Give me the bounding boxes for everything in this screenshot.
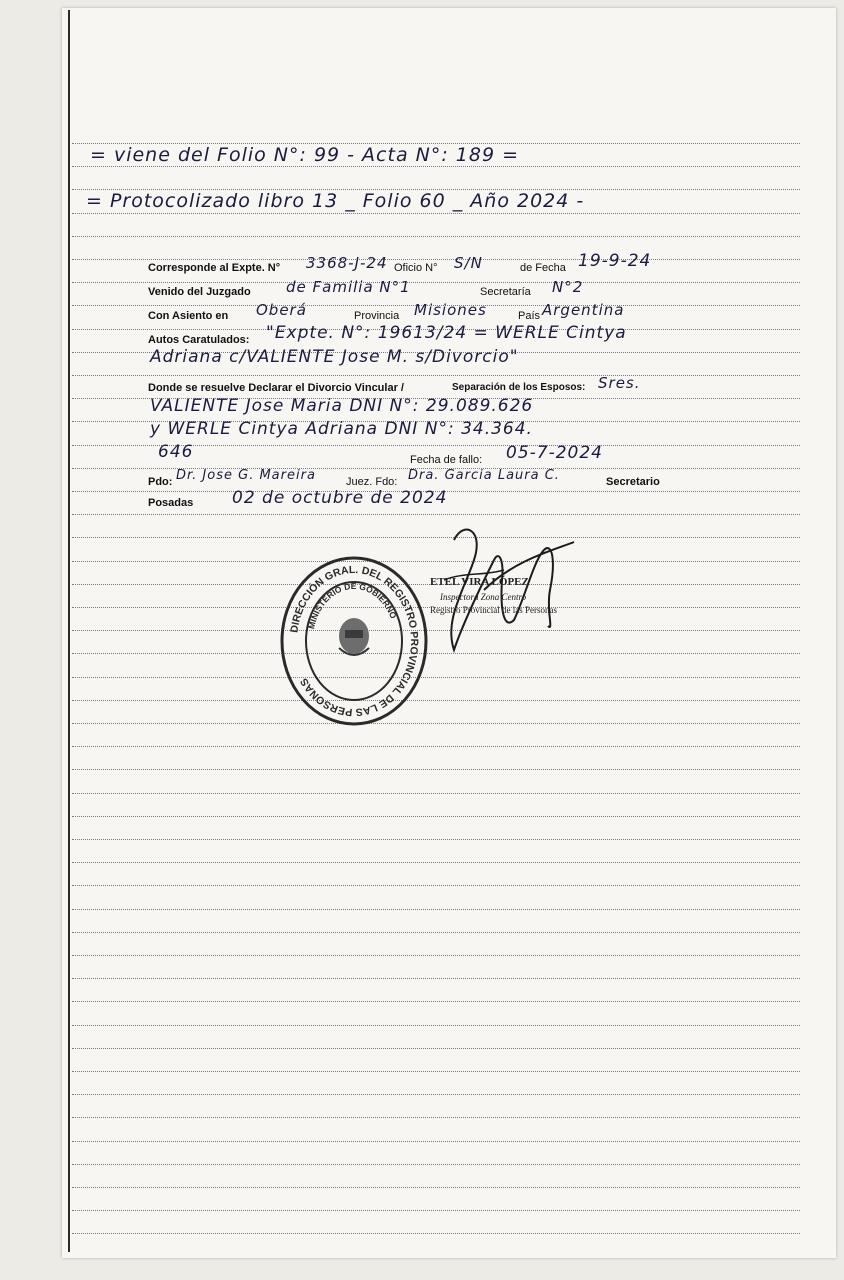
secretaria-label: Secretaría [480, 286, 531, 298]
signature-office: Registro Provincial de las Personas [430, 605, 557, 615]
ruled-line [72, 839, 800, 840]
esposos-line-1: VALIENTE Jose Maria DNI N°: 29.089.626 [150, 396, 534, 416]
ruled-line [72, 1094, 800, 1095]
expte-value: 3368-J-24 [306, 254, 388, 272]
ruled-line [72, 375, 800, 376]
esposos-prefix: Sres. [598, 374, 641, 392]
official-seal [279, 556, 429, 726]
provincia-value: Misiones [414, 301, 487, 319]
ruled-line [72, 677, 800, 678]
handwritten-signature [424, 520, 594, 662]
header-line-2: = Protocolizado libro 13 _ Folio 60 _ Año 2024 - [86, 190, 585, 212]
oficio-value: S/N [454, 254, 483, 272]
ruled-line [72, 862, 800, 863]
pais-value: Argentina [542, 301, 625, 319]
ruled-line [72, 1048, 800, 1049]
ruled-line [72, 236, 800, 237]
form-row-corresponde [148, 262, 280, 274]
venido-label: Venido del Juzgado [148, 286, 251, 298]
ruled-line [72, 793, 800, 794]
ruled-line [72, 978, 800, 979]
seal-inner-text: MINISTERIO DE GOBIERNO [306, 580, 399, 630]
posadas-date: 02 de octubre de 2024 [232, 488, 448, 508]
ruled-line [72, 769, 800, 770]
ruled-line [72, 885, 800, 886]
ruled-line [72, 955, 800, 956]
ruled-line [72, 1187, 800, 1188]
header-line-1: = viene del Folio N°: 99 - Acta N°: 189 = [90, 144, 520, 166]
pdo-label: Pdo: [148, 476, 173, 488]
ruled-line [72, 816, 800, 817]
juzgado-value: de Familia N°1 [286, 278, 411, 296]
margin-line [68, 10, 70, 1252]
ruled-line [72, 1233, 800, 1234]
separacion-label: Separación de los Esposos: [452, 382, 586, 393]
ruled-line [72, 746, 800, 747]
fecha-fallo-value: 05-7-2024 [506, 443, 603, 463]
ruled-line [72, 932, 800, 933]
juez-label: Juez. Fdo: [346, 476, 398, 488]
fdo-value: Dra. Garcia Laura C. [408, 468, 560, 483]
esposos-line-2: y WERLE Cintya Adriana DNI N°: 34.364. [150, 419, 533, 439]
signature-name: ETEL VIRA LÓPEZ [430, 576, 529, 588]
coat-of-arms-icon [339, 618, 369, 655]
secretaria-value: N°2 [552, 278, 584, 296]
ruled-line [72, 700, 800, 701]
asiento-label: Con Asiento en [148, 310, 229, 322]
autos-line-2: Adriana c/VALIENTE Jose M. s/Divorcio" [150, 347, 519, 367]
fecha-value: 19-9-24 [578, 251, 652, 271]
autos-label: Autos Caratulados: [148, 334, 250, 346]
fecha-label: de Fecha [520, 262, 566, 274]
pais-label: País [518, 310, 541, 322]
ruled-line [72, 909, 800, 910]
ruled-line [72, 259, 800, 260]
ruled-line [72, 514, 800, 515]
ruled-line [72, 1210, 800, 1211]
ruled-line [72, 723, 800, 724]
signature-title: Inspectora Zona Centro [440, 592, 527, 602]
fecha-fallo-label: Fecha de fallo: [410, 454, 483, 466]
pdo-value: Dr. Jose G. Mareira [176, 468, 316, 483]
ruled-line [72, 166, 800, 167]
donde-label: Donde se resuelve Declarar el Divorcio Vincular / [148, 382, 404, 394]
ruled-line [72, 1001, 800, 1002]
ruled-line [72, 213, 800, 214]
ruled-line [72, 1164, 800, 1165]
corresponde-label: Corresponde al Expte. N° [148, 262, 281, 274]
provincia-label: Provincia [354, 310, 400, 322]
ruled-line [72, 1141, 800, 1142]
posadas-label: Posadas [148, 497, 194, 509]
autos-line-1: "Expte. N°: 19613/24 = WERLE Cintya [266, 323, 627, 343]
seal-outer-text: DIRECCIÓN GRAL. DEL REGISTRO PROVINCIAL DE LAS PERSONAS [288, 563, 421, 719]
ruled-line [72, 282, 800, 283]
ruled-line [72, 1071, 800, 1072]
ruled-line [72, 1025, 800, 1026]
oficio-label: Oficio N° [394, 262, 438, 274]
asiento-value: Oberá [256, 301, 307, 319]
ruled-line [72, 1117, 800, 1118]
esposos-line-3: 646 [158, 442, 194, 462]
secretario-label: Secretario [606, 476, 660, 488]
